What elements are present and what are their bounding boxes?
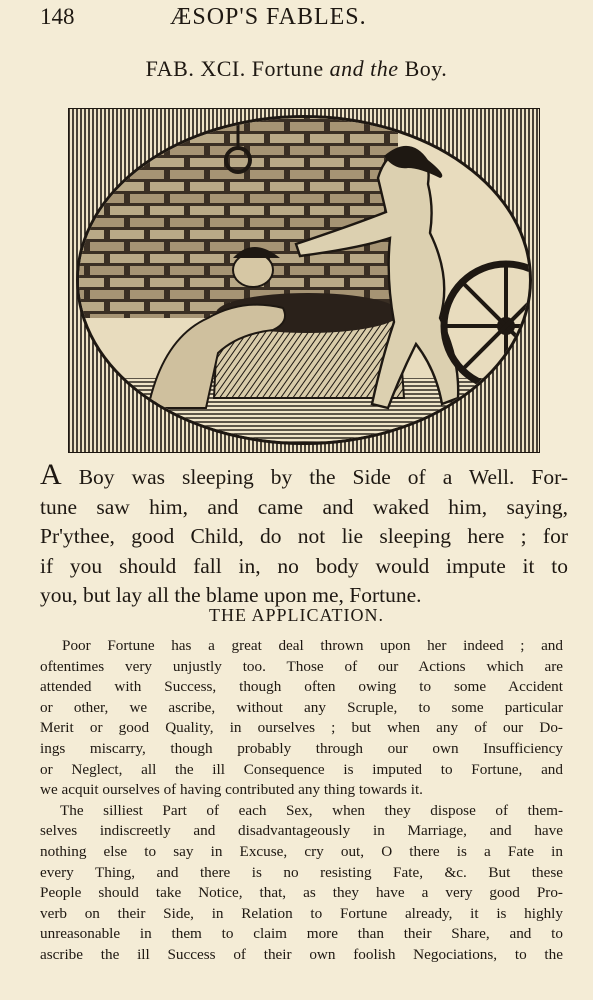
application-line: ings miscarry, though probably through our own Insufficiency <box>40 739 563 757</box>
fable-text-line: A Boy was sleeping by the Side of a Well. For- <box>40 458 568 491</box>
application-line: attended with Success, though often owing to some Accident <box>40 678 563 696</box>
application-line: nothing else to say in Excuse, cry out, O there is a Fate in <box>40 842 563 860</box>
application-line: oftentimes very unjustly too. Those of our Actions which are <box>40 657 563 675</box>
application-text <box>40 636 563 966</box>
fable-title-the: the <box>364 56 399 81</box>
fable-title <box>0 56 593 82</box>
fable-title-and: and <box>329 56 365 81</box>
fable-text-line: if you should fall in, no body would impute it to <box>40 553 568 578</box>
application-line: verb on their Side, in Relation to Fortune already, it is highly <box>40 904 563 922</box>
application-line: or Neglect, all the ill Consequence is imputed to Fortune, and <box>40 760 563 778</box>
application-line: unreasonable in them to claim more than their Share, and to <box>40 925 563 943</box>
running-head <box>40 4 560 34</box>
application-line: Merit or good Quality, in ourselves ; but when any of our Do- <box>40 719 563 737</box>
running-title: ÆSOP'S FABLES. <box>170 4 367 30</box>
drop-capital: A <box>40 458 62 491</box>
woodcut-illustration <box>68 108 540 453</box>
application-line: every Thing, and there is no resisting Fate, &c. But these <box>40 863 563 881</box>
application-line: we acquit ourselves of having contributed any thing towards it. <box>40 781 423 799</box>
fable-text-line: tune saw him, and came and waked him, saying, <box>40 494 568 519</box>
fable-text-line: Pr'ythee, good Child, do not lie sleeping here ; for <box>40 524 568 548</box>
fable-text-line: you, but lay all the blame upon me, Fortune. <box>40 583 422 607</box>
fable-text <box>40 460 568 611</box>
application-line: or other, we ascribe, without any Scruple, to some particular <box>40 698 563 716</box>
application-line: The silliest Part of each Sex, when they dispose of them- <box>60 801 563 819</box>
page-number: 148 <box>40 4 75 29</box>
application-line: People should take Notice, that, as they have a very good Pro- <box>40 884 563 902</box>
fable-title-prefix: FAB. XCI. Fortune <box>145 56 330 81</box>
application-line: ascribe the ill Success of their own foolish Negociations, to the <box>40 945 563 963</box>
fable-title-suffix: Boy. <box>398 56 448 81</box>
application-heading: THE APPLICATION. <box>208 605 384 625</box>
application-line: Poor Fortune has a great deal thrown upon her indeed ; and <box>62 637 563 654</box>
application-line: selves indiscreetly and disadvantageously in Marriage, and have <box>40 822 563 840</box>
